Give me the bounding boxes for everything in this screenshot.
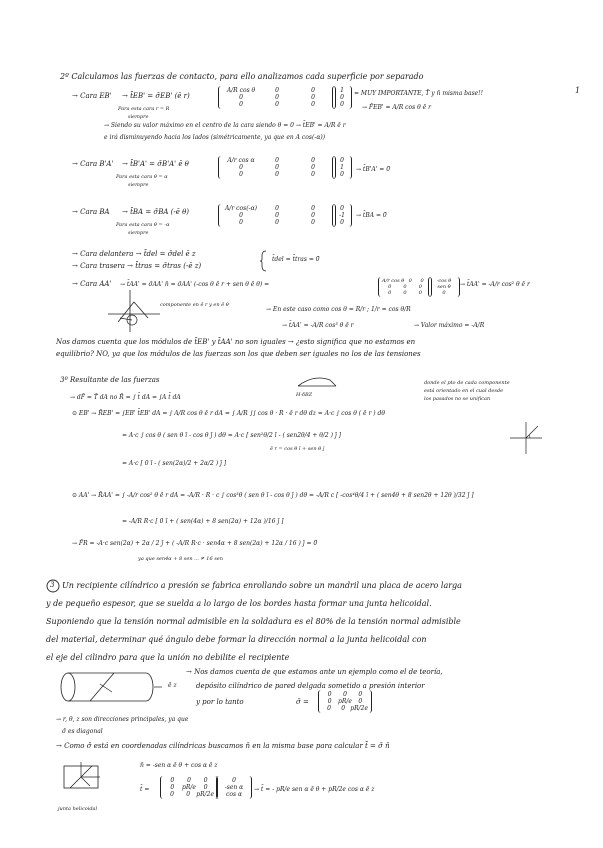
matrix-cell: 0 [311,87,315,94]
axes-sketch [506,418,546,458]
matrix-cell: A/r cos α [227,157,255,164]
matrix-cell: A/R cos θ [226,87,256,94]
matrix-cell: 0 [275,219,279,226]
matrix-cell: 0 [311,101,315,108]
face-ba-equation: → t̄B'A' = σ̄B'A' ē θ [122,160,189,168]
matrix-cell: 0 [239,219,243,226]
side-note-1: donde el pto de cada componente [424,380,510,386]
note-line-1: Nos damos cuenta que los módulos de t̄EB' y t̄AA' no son iguales → ¿esto significa que no estamos en [56,338,416,346]
matrix-cell: 0 [239,94,243,101]
side-note-3: los pasados no se unifican [424,396,491,402]
matrix-cell: A/r cos θ [382,278,405,284]
matrix-cell: 0 [311,157,315,164]
face-aa-case: → En este caso como cos θ = R/r ; 1/r = cos θ/R [266,306,411,313]
matrix-cell: 0 [186,791,191,798]
vector-cell: 0 [340,157,344,164]
principal-note-1: → r, θ, z son direcciones principales, ya que [56,716,189,723]
matrix-cell: 0 [275,87,279,94]
matrix-cell: 0 [420,278,424,284]
matrix-cell: 0 [408,278,412,284]
discussion-2: depósito cilíndrico de pared delgada sometido a presión interior [196,682,425,690]
matrix-cell: 0 [239,101,243,108]
face-ba-normal-vector [332,156,352,179]
vector-cell: 0 [340,94,344,101]
face-ba-note-always: siempre [128,182,149,188]
matrix-cell: 0 [418,290,422,296]
face-eb-stress-matrix [218,86,336,109]
matrix-cell: 0 [275,101,279,108]
face-aa-component-note: componente en ē r y en ē θ [160,302,229,308]
matrix-cell: 0 [239,171,243,178]
normal-vector-eq: n̄ = -sen α ē θ + cos α ē z [140,762,218,769]
matrix-cell: 0 [275,94,279,101]
discussion-1: → Nos damos cuenta de que estamos ante un ejemplo como el de teoría, [186,668,443,676]
face-eb-note-always: siempre [128,114,149,120]
matrix-cell: 0 [203,784,208,791]
weld-label: junta helicoidal [58,806,98,812]
matrix-cell: 0 [275,171,279,178]
vector-cell: 0 [442,290,446,296]
matrix-cell: 0 [239,164,243,171]
traction-label: t̄ = [140,786,150,793]
matrix-cell: 0 [341,705,346,712]
resultant-line-2: ⊙ EB' → R̄EB' = ∫EB' t̄EB' dA = ∫ A/R cos θ ē r dA = ∫ A/R ∫∫ cos θ · R · ē r dθ dz = A·c ∫ cos θ ( ē r ) dθ [72,410,385,417]
face-ba-result: → t̄B'A' = 0̄ [356,166,391,173]
face-b2-normal-vector [332,204,352,227]
matrix-cell: pR/2e [196,791,214,798]
face-aa-stress-matrix [378,277,432,297]
face-aa-sketch [104,288,164,334]
matrix-cell: 0 [388,284,392,290]
side-note-2: está orientado en el cual desde [424,388,504,394]
problem-text-3: Suponiendo que la tensión normal admisible en la soldadura es el 80% de la tensión normal admisible [46,617,461,626]
matrix-cell: A/r cos(-α) [225,205,257,212]
matrix-cell: 0 [311,205,315,212]
discussion-3: y por lo tanto [196,698,244,706]
matrix-cell: 0 [311,94,315,101]
matrix-cell: 0 [403,290,407,296]
matrix-cell: 0 [311,164,315,171]
traction-normal-vector [216,776,252,799]
note-line-2: equilibrio? NO, ya que los módulos de las fuerzas son los que deben ser iguales no los de las tensiones [56,350,421,358]
face-ba-note: Para esta cara θ = α [116,174,168,180]
face-ba-stress-matrix [218,156,336,179]
problem-number: 3 [50,581,55,589]
brace-icon [260,250,268,272]
vector-cell: 1 [340,87,344,94]
vector-cell: -1 [339,212,345,219]
sigma-matrix [318,690,372,713]
face-eb-text-2: e irá disminuyendo hacia los lados (simétricamente, ya que en A cos(-α)) [104,134,326,141]
matrix-cell: 0 [343,691,347,698]
front-back-result: t̄del = t̄tras = 0̄ [272,256,320,263]
face-aa-normal-vector [428,277,460,297]
problem-text-5: el eje del cilindro para que la unión no debilite el recipiente [46,653,290,662]
face-eb-equation: → t̄EB' = σ̄EB' (ē r) [122,92,190,100]
matrix-cell: pR/e [182,784,196,791]
matrix-cell: pR/e [338,698,352,705]
vector-cell: -sen α [224,784,244,791]
matrix-cell: 0 [311,212,315,219]
matrix-cell: 0 [311,219,315,226]
vector-cell: 0 [232,777,236,784]
section-3-title: 3º Resultante de las fuerzas [60,376,160,384]
principal-note-2: σ̄ es diagonal [62,728,103,735]
weld-sketch [56,758,106,808]
matrix-cell: 0 [203,777,208,784]
resultant-line-6: = -A/R R·c [ 0 ī + ( sen(4α) + 8 sen(2α) + 12α )/16 ȷ̄ ] [122,518,284,525]
cylinder-axis-label: ē z [168,682,177,689]
face-b2-result: → t̄BA = 0̄ [356,212,387,219]
vector-cell: 0 [340,219,344,226]
matrix-cell: pR/2e [350,705,368,712]
matrix-cell: 0 [388,290,392,296]
matrix-cell: 0 [327,691,332,698]
face-b2-label: → Cara BA [72,208,110,216]
matrix-cell: 0 [311,171,315,178]
traction-matrix [160,776,218,799]
matrix-cell: 0 [275,164,279,171]
vector-cell: 0 [340,101,344,108]
problem-text-2: y de pequeño espesor, que se suelda a lo largo de los bordes hasta formar una junta helicoidal. [46,599,432,608]
resultant-line-1: → dF̄ = T̄ dA no R̄ = ∫ t̄ dA = ∫A t̄ dA [70,394,181,401]
vector-cell: 0 [340,171,344,178]
problem-text-1: Un recipiente cilíndrico a presión se fabrica enrollando sobre un mandril una placa de acero larga [62,581,462,590]
back-face: → Cara trasera → t̄tras = σ̄tras (-ē z) [72,262,202,270]
face-aa-equation: → t̄AA' = σ̄AA' n̄ = σ̄AA' (-cos θ ē r + sen θ ē θ) = [120,281,270,288]
page-number: 1 [575,86,581,95]
face-b2-stress-matrix [218,204,336,227]
resultant-line-7: → F̄R = -A·c sen(2α) + 2α / 2 ȷ̄ + ( -A/R R·c · sen4α + 8 sen(2α) + 12α / 16 ) ȷ̄ = 0̄ [72,540,318,547]
face-eb-normal-vector [332,86,352,109]
traction-result: → t̄ = - pR/e sen α ē θ + pR/2e cos α ē z [254,786,375,793]
coordinates-note: → Como σ̄ está en coordenadas cilíndricas buscamos n̄ en la misma base para calcular t̄ = σ̄ n̄ [56,742,390,750]
face-aa-result-2: → t̄AA' = -A/R cos³ θ ē r [282,322,354,329]
front-face: → Cara delantera → t̄del = σ̄del ē z [72,250,196,258]
face-eb-label: → Cara EB' [72,92,112,100]
matrix-cell: 0 [418,284,422,290]
matrix-cell: 0 [187,777,191,784]
matrix-cell: 0 [170,791,174,798]
face-b2-equation: → t̄BA = σ̄BA (-ē θ) [122,208,190,216]
section-3-height-label: H·δBZ [296,392,313,398]
matrix-cell: 0 [170,784,175,791]
matrix-cell: 0 [239,212,243,219]
vector-cell: 1 [340,164,344,171]
face-ba-label: → Cara B'A' [72,160,114,168]
face-aa-max: → Valor máximo = -A/R [414,322,485,329]
vector-cell: -cos θ [436,278,452,284]
face-aa-result: → t̄AA' = -A/r cos² θ ē r [460,281,530,288]
section-2-title: 2º Calculamos las fuerzas de contacto, para ello analizamos cada superficie por separado [60,72,424,81]
vector-cell: cos α [225,791,242,798]
matrix-cell: 0 [327,698,332,705]
face-eb-result-note: = MUY IMPORTANTE, T̄ y n̄ misma base!! [354,90,484,97]
resultant-er-note: ē r = cos θ ī + sen θ ȷ̄ [270,446,325,452]
matrix-cell: 0 [327,705,331,712]
resultant-line-5: ⊙ AA' → R̄AA' = ∫ -A/r cos² θ ē r dA = -A/R · R · c ∫ cos³θ ( sen θ ī - cos θ ȷ̄ ) dθ = -A/R c [ -cos⁴θ/4 ī + ( sen4θ + 8 sen2θ + 12θ )/32 ȷ̄ ] [72,492,474,499]
section-3-sketch [296,372,340,392]
cylinder-sketch [54,670,164,704]
face-aa-label: → Cara AA' [72,280,112,288]
sigma-label: σ̄ = [296,698,309,706]
face-b2-note-always: siempre [128,230,149,236]
matrix-cell: 0 [275,157,279,164]
resultant-line-4: = A·c [ 0 ī - ( sen(2α)/2 + 2α/2 ) ȷ̄ ] [122,460,227,467]
matrix-cell: 0 [275,212,279,219]
matrix-cell: 0 [403,284,407,290]
matrix-cell: 0 [275,205,279,212]
matrix-cell: 0 [358,691,363,698]
matrix-cell: 0 [170,777,175,784]
face-b2-note: Para esta cara θ = -α [116,222,170,228]
vector-cell: 0 [340,205,344,212]
resultant-line-8: ya que sen4α + 8 sen ... ≠ 16 sen [138,556,223,562]
problem-text-4: del material, determinar qué ángulo debe formar la dirección normal a la junta helicoidal con [46,635,427,644]
face-eb-result: → F̄EB' = A/R cos θ ē r [362,104,431,111]
resultant-line-3: = A·c ∫ cos θ ( sen θ ī - cos θ ȷ̄ ) dθ = A·c [ sen²θ/2 ī - ( sen2θ/4 + θ/2 ) ȷ̄ ] [122,432,342,439]
vector-cell: sen θ [437,284,451,290]
face-eb-text: → Siendo su valor máximo en el centro de la cara siendo θ = 0 → t̄EB' = A/R ē r [104,122,346,129]
matrix-cell: 0 [358,698,363,705]
face-eb-note: Para esta cara r = R [118,106,170,112]
